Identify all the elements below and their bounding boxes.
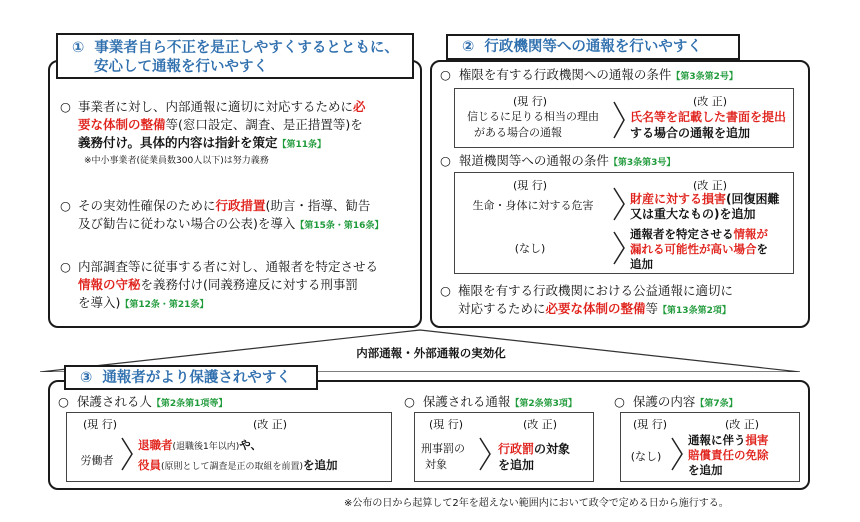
panel1-title-box bbox=[56, 33, 414, 79]
panel1-title-line2: 安心して通報を行いやすく bbox=[94, 59, 268, 75]
panel2-s2-heading: ○ 報道機関等への通報の条件【第3条第3号】 bbox=[440, 153, 676, 168]
panel3-c2-heading: ○ 保護される通報【第2条第3項】 bbox=[404, 394, 577, 409]
panel3-c3-heading: ○ 保護の内容【第7条】 bbox=[614, 394, 738, 409]
panel3-title-box: ③ 通報者がより保護されやすく bbox=[64, 365, 318, 390]
arrow-chevron-icon bbox=[612, 100, 626, 140]
arrow-chevron-icon bbox=[612, 186, 626, 222]
panel2-title-box: ② 行政機関等への通報を行いやすく bbox=[446, 34, 740, 60]
panel2-number: ② bbox=[462, 39, 475, 55]
arrow-chevron-icon bbox=[612, 230, 626, 266]
panel3-number: ③ bbox=[80, 370, 93, 386]
arrow-chevron-icon bbox=[120, 436, 134, 472]
sme-note: ※中小事業者(従業員数300人以下)は努力義務 bbox=[84, 156, 269, 166]
panel1-title-line1: ① 事業者自ら不正を是正しやすくするとともに、 bbox=[72, 40, 399, 56]
panel3-c1-heading: ○ 保護される人【第2条第1項等】 bbox=[58, 394, 228, 409]
connector-label: 内部通報・外部通報の実効化 bbox=[336, 345, 526, 361]
enforcement-footnote: ※公布の日から起算して2年を超えない範囲内において政令で定める日から施行する。 bbox=[344, 498, 729, 509]
arrow-chevron-icon bbox=[670, 436, 684, 472]
panel2-s1-heading: ○ 権限を有する行政機関への通報の条件【第3条第2号】 bbox=[440, 67, 738, 82]
panel1-number: ① bbox=[72, 40, 85, 56]
arrow-chevron-icon bbox=[478, 436, 492, 472]
